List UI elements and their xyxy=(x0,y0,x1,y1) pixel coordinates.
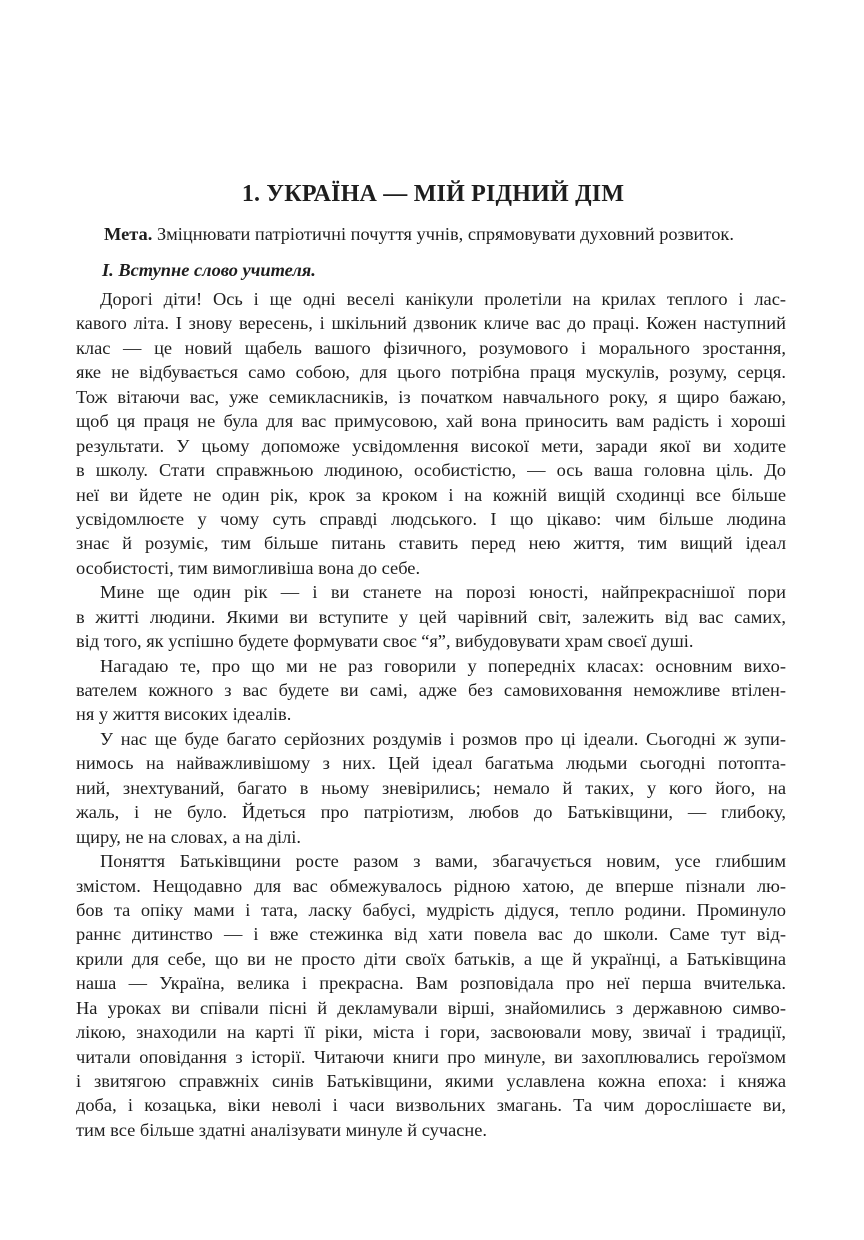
text-line: результати. У цьому допоможе усвідомлення високої мети, заради якої ви ходите xyxy=(76,435,786,456)
text-line: раннє дитинство — і вже стежинка від хати повела вас до школи. Саме тут від- xyxy=(76,924,786,945)
text-line: Дорогі діти! Ось і ще одні веселі канікули пролетіли на крилах теплого і лас- xyxy=(100,289,786,309)
paragraph xyxy=(76,727,786,849)
text-line: нимось на найважливішому з них. Цей ідеал багатьма людьми сьогодні потоптa- xyxy=(76,753,786,774)
text-line: неї ви йдете не один рік, крок за кроком і на кожній вищій сходинці все більше xyxy=(76,484,786,505)
text-line: від того, як успішно будете формувати своє “я”, вибудовувати храм своєї душі. xyxy=(76,631,694,652)
text-line: в житті людини. Якими ви вступите у цей чарівний світ, залежить від вас самих, xyxy=(76,606,786,627)
text-line: читали оповідання з історії. Читаючи книги про минуле, ви захоплювались героїзмом xyxy=(76,1046,786,1067)
text-line: кавого літа. І знову вересень, і шкільний дзвоник кличе вас до праці. Кожен наступний xyxy=(76,313,786,334)
text-line: яке не відбувається само собою, для цього потрібна праця мускулів, розуму, серця. xyxy=(76,362,786,383)
text-line: Поняття Батьківщини росте разом з вами, збагачується новим, усе глибшим xyxy=(100,851,786,872)
text-line: Нагадаю те, про що ми не раз говорили у попередніх класах: основним вихо- xyxy=(100,655,786,676)
text-line: У нас ще буде багато серйозних роздумів і розмов про ці ідеали. Сьогодні ж зупи- xyxy=(100,728,786,749)
goal-label: Мета. xyxy=(104,224,153,244)
paragraph xyxy=(76,580,786,653)
text-line: тим все більше здатні аналізувати минуле й сучасне. xyxy=(76,1119,488,1140)
text-line: доба, і козацька, віки неволі і часи визвольних змагань. Та чим дорослішаєте ви, xyxy=(76,1095,786,1116)
page-title: 1. УКРАЇНА — МІЙ РІДНИЙ ДІМ xyxy=(241,181,625,207)
text-line: жаль, і не було. Йдеться про патріотизм, любов до Батьківщини, — глибоку, xyxy=(76,802,786,823)
text-line: в школу. Стати справжньою людиною, особистістю, — ось ваша головна ціль. До xyxy=(76,460,786,481)
paragraph xyxy=(76,654,786,727)
text-line: вателем кожного з вас будете ви самі, адже без самовиховання неможливе втілен- xyxy=(76,680,786,700)
text-line: бов та опіку мами і тата, ласку бабусі, мудрість дідуся, тепло родини. Проминуло xyxy=(76,899,786,920)
text-line: крили для себе, що ви не просто діти своїх батьків, а ще й українці, а Батьківщина xyxy=(76,948,786,969)
text-line: наша — Україна, велика і прекрасна. Вам розповідала про неї перша вчителька. xyxy=(76,973,786,994)
text-line: На уроках ви співали пісні й декламували вірші, знайомились з державною симво- xyxy=(76,997,786,1018)
paragraph xyxy=(76,849,786,1142)
goal-statement xyxy=(104,222,794,247)
text-line: усвідомлюєте у чому суть справді людського. І що цікаво: чим більше людина xyxy=(76,508,786,529)
text-line: ний, знехтуваний, багато в ньому зневірились; немало й таких, у кого його, на xyxy=(76,777,786,798)
text-line: Мине ще один рік — і ви станете на порозі юності, найпрекраснішої пори xyxy=(100,582,786,603)
text-line: особистості, тим вимогливіша вона до себе. xyxy=(76,557,421,578)
text-line: лікою, знаходили на карті її ріки, міста і гори, засвоювали мову, звичаї і традиції, xyxy=(76,1022,786,1043)
text-line: і звитягою справжніх синів Батьківщини, якими уславлена кожна епоха: і княжа xyxy=(76,1071,786,1091)
text-line: ня у життя високих ідеалів. xyxy=(76,704,292,725)
text-line: клас — це новий щабель вашого фізичного, розумового і морального зростання, xyxy=(76,337,786,358)
text-line: щиру, не на словах, а на ділі. xyxy=(76,826,301,847)
text-line: щоб ця праця не була для вас примусовою, хай вона приносить вам радість і хороші xyxy=(76,411,786,432)
goal-text: Зміцнювати патріотичні почуття учнів, спрямовувати духовний розвиток. xyxy=(152,224,734,244)
text-line: знає й розуміє, тим більше питань ставить перед нею життя, тим вищий ідеал xyxy=(76,533,786,554)
body-text xyxy=(76,287,786,1142)
text-line: змістом. Нещодавно для вас обмежувалось рідною хатою, де вперше пізнали лю- xyxy=(76,875,786,896)
text-line: Тож вітаючи вас, уже семикласників, із початком навчального року, я щиро бажаю, xyxy=(76,386,786,407)
paragraph xyxy=(76,287,786,580)
section-heading: I. Вступне слово учителя. xyxy=(102,260,316,280)
